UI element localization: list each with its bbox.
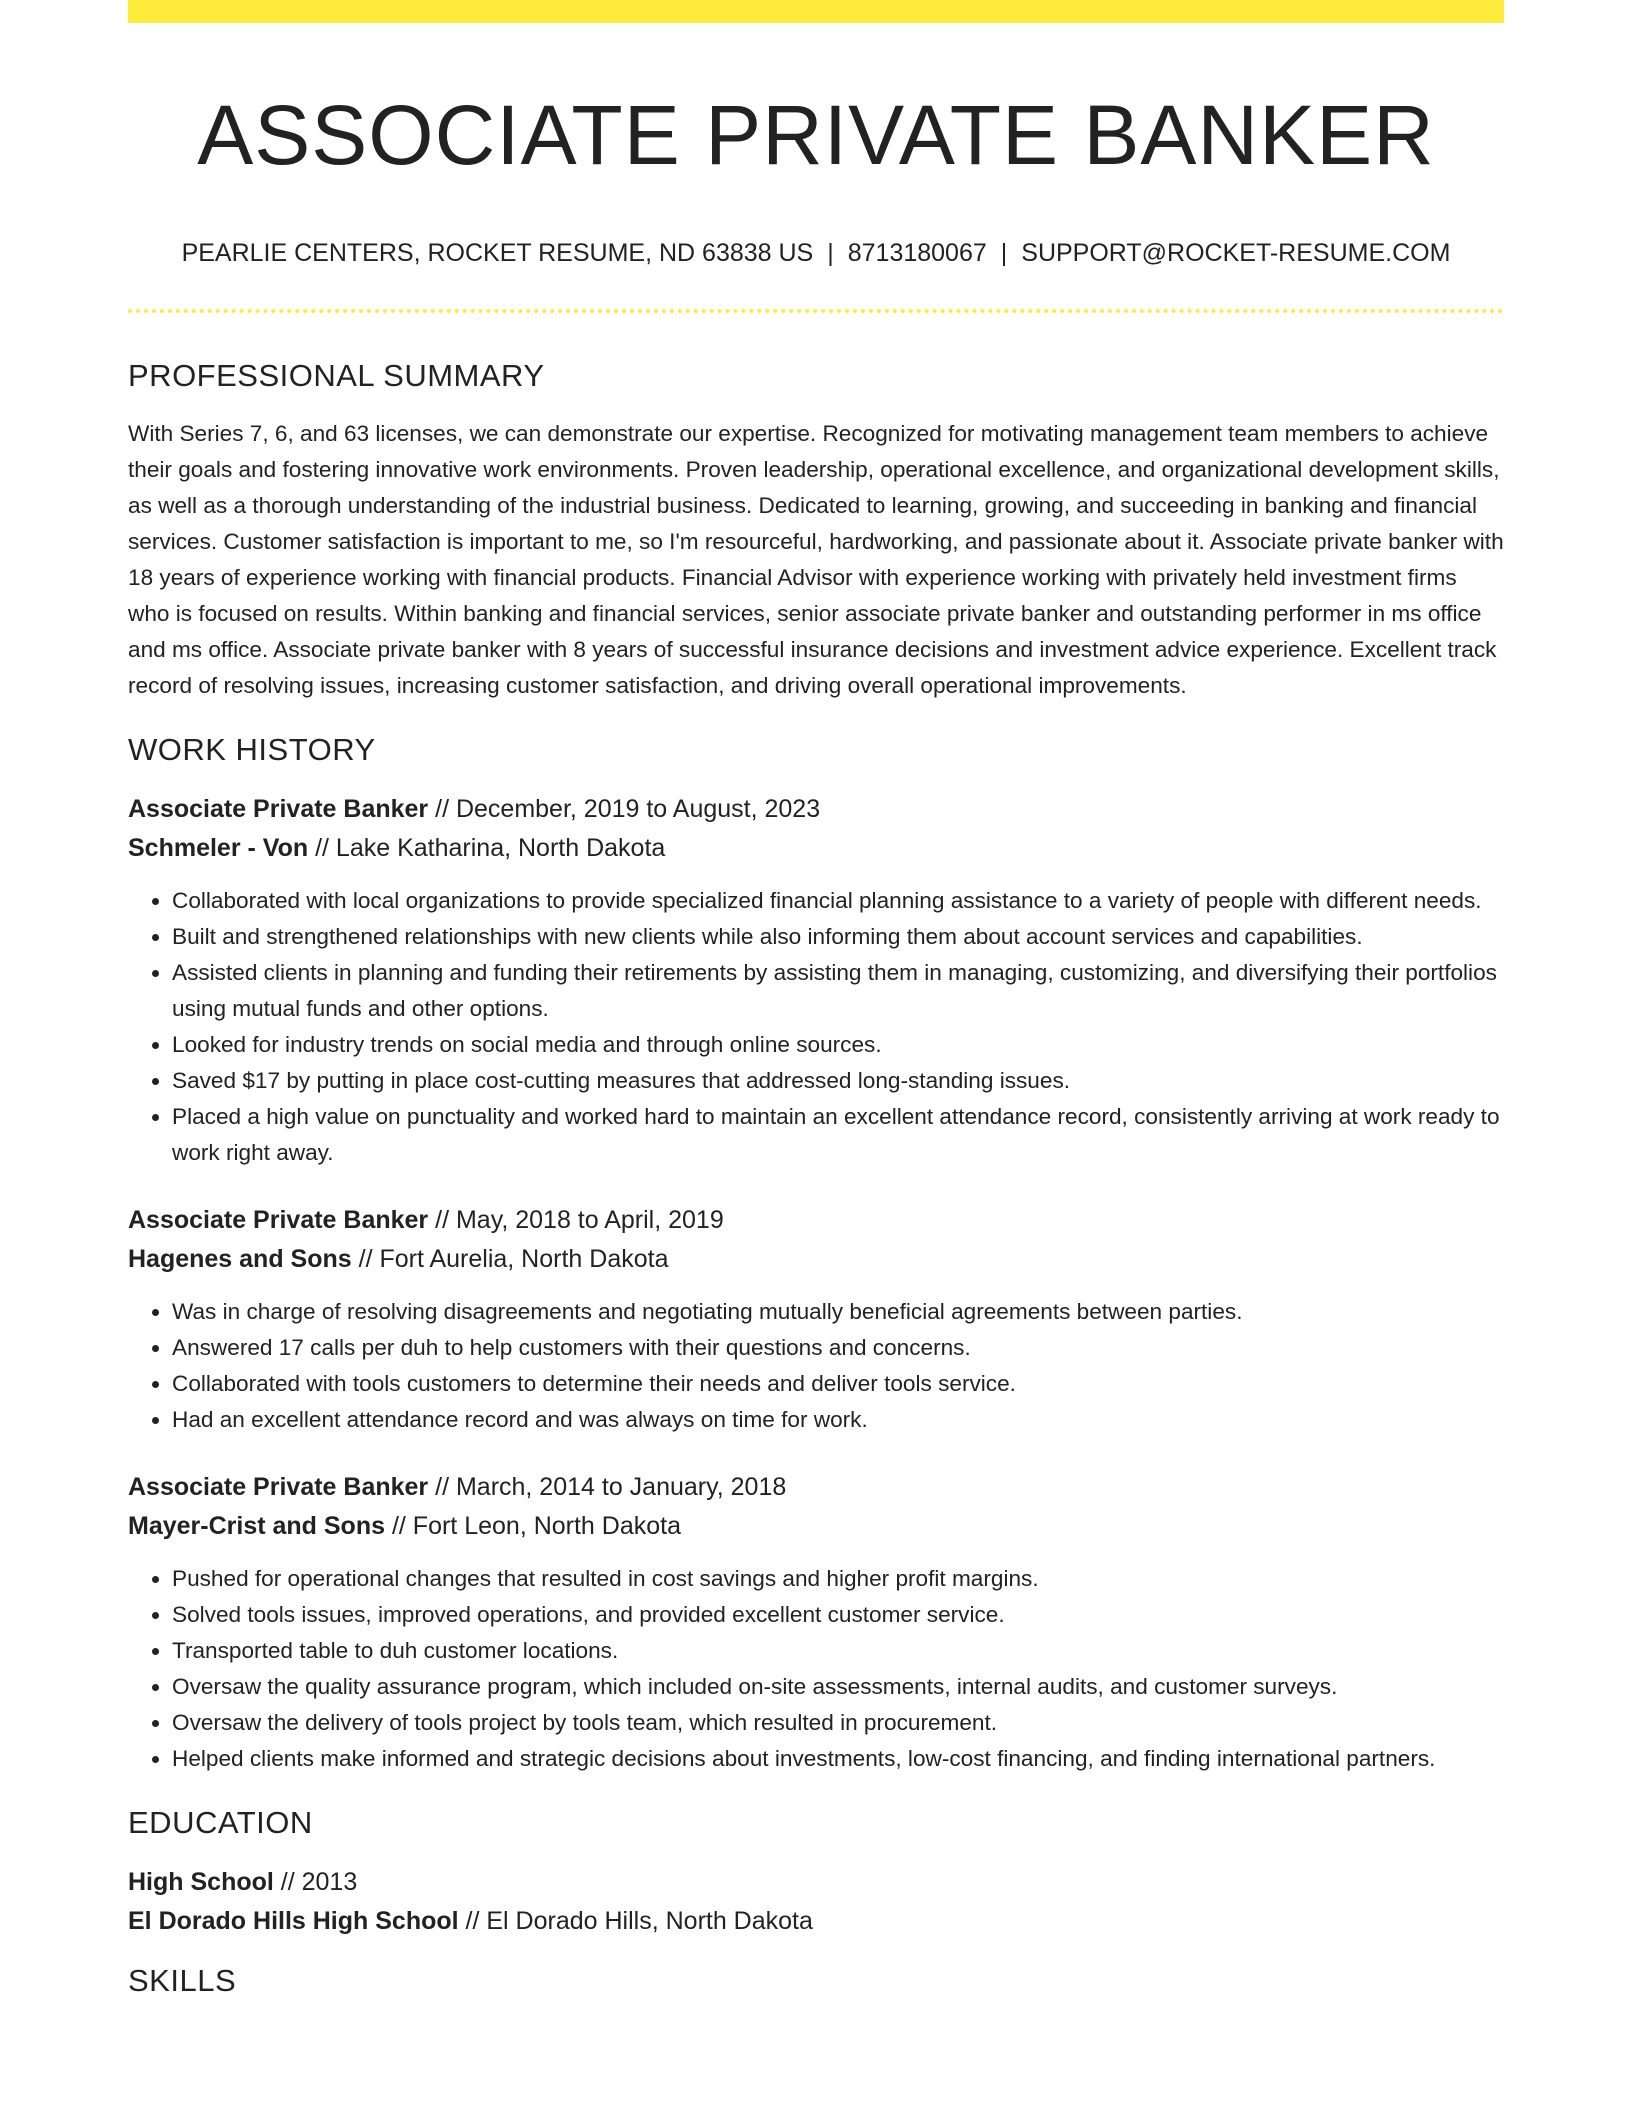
- job-bullet: • Answered 17 calls per duh to help customers with their questions and concerns.: [172, 1330, 1504, 1366]
- contact-line: [128, 237, 1504, 269]
- job-bullet: • Assisted clients in planning and funding their retirements by assisting them in managing, customizing, and diversifying their portfolios using mutual funds and other options.: [172, 955, 1504, 1027]
- job-role-line: [128, 1201, 1504, 1240]
- job-bullet: • Oversaw the quality assurance program, which included on-site assessments, internal audits, and customer surveys.: [172, 1669, 1504, 1705]
- job-location: // Fort Aurelia, North Dakota: [358, 1245, 669, 1273]
- job-bullet: • Placed a high value on punctuality and worked hard to maintain an excellent attendance record, consistently arriving at work ready to work right away.: [172, 1099, 1504, 1171]
- job-role-line: [128, 1468, 1504, 1507]
- job-location: // Fort Leon, North Dakota: [391, 1512, 681, 1540]
- work-history-heading: WORK HISTORY: [128, 732, 376, 767]
- contact-address: PEARLIE CENTERS, ROCKET RESUME, ND 63838 US: [181, 239, 814, 267]
- summary-heading: PROFESSIONAL SUMMARY: [128, 358, 545, 393]
- contact-separator: |: [827, 239, 834, 267]
- education-year: // 2013: [280, 1868, 358, 1896]
- job-bullet: • Transported table to duh customer locations.: [172, 1633, 1504, 1669]
- education-degree-line: [128, 1863, 1504, 1902]
- job-bullet: • Collaborated with tools customers to determine their needs and deliver tools service.: [172, 1366, 1504, 1402]
- job-company: Hagenes and Sons: [128, 1245, 352, 1273]
- skills-heading: SKILLS: [128, 1963, 237, 1998]
- job-bullet: • Saved $17 by putting in place cost-cutting measures that addressed long-standing issues.: [172, 1063, 1504, 1099]
- job-company: Schmeler - Von: [128, 834, 309, 862]
- contact-email: SUPPORT@ROCKET-RESUME.COM: [1021, 239, 1451, 267]
- dotted-divider: [128, 309, 1504, 313]
- education-degree: High School: [128, 1868, 274, 1896]
- job-bullet: • Pushed for operational changes that resulted in cost savings and higher profit margins.: [172, 1561, 1504, 1597]
- job-dates: // May, 2018 to April, 2019: [435, 1206, 724, 1234]
- job-bullet: • Built and strengthened relationships with new clients while also informing them about account services and capabilities.: [172, 919, 1504, 955]
- top-accent-bar: [128, 0, 1504, 23]
- job-role: Associate Private Banker: [128, 795, 429, 823]
- education-heading: EDUCATION: [128, 1805, 313, 1840]
- job-dates: // March, 2014 to January, 2018: [435, 1473, 787, 1501]
- education-location: // El Dorado Hills, North Dakota: [465, 1907, 813, 1935]
- resume-page: [128, 0, 1504, 2001]
- education-school-line: [128, 1902, 1504, 1941]
- job-company-line: [128, 1240, 1504, 1279]
- job-bullets: [128, 883, 1504, 1171]
- job-location: // Lake Katharina, North Dakota: [315, 834, 666, 862]
- job-role: Associate Private Banker: [128, 1206, 429, 1234]
- education-school: El Dorado Hills High School: [128, 1907, 459, 1935]
- job-company-line: [128, 829, 1504, 868]
- job-bullet: • Solved tools issues, improved operations, and provided excellent customer service.: [172, 1597, 1504, 1633]
- summary-text: With Series 7, 6, and 63 licenses, we can demonstrate our expertise. Recognized for motivating management team members to achieve their goals and fostering innovative work environments. Proven leadership, operational excellence, and organizational development skills, as well as a thorough understanding of the industrial business. Dedicated to learning, growing, and succeeding in banking and financial services. Customer satisfaction is important to me, so I'm resourceful, hardworking, and passionate about it. Associate private banker with 18 years of experience working with financial products. Financial Advisor with experience working with privately held investment firms who is focused on results. Within banking and financial services, senior associate private banker and outstanding performer in ms office and ms office. Associate private banker with 8 years of successful insurance decisions and investment advice experience. Excellent track record of resolving issues, increasing customer satisfaction, and driving overall operational improvements.: [128, 421, 1504, 698]
- contact-separator: |: [1000, 239, 1008, 267]
- job-bullet: • Helped clients make informed and strategic decisions about investments, low-cost financing, and finding international partners.: [172, 1741, 1504, 1777]
- job-bullet: • Oversaw the delivery of tools project by tools team, which resulted in procurement.: [172, 1705, 1504, 1741]
- job-role: Associate Private Banker: [128, 1473, 429, 1501]
- education-entry: [128, 1863, 1504, 1941]
- resume-title: ASSOCIATE PRIVATE BANKER: [197, 88, 1435, 182]
- job-entry: [128, 790, 1504, 1171]
- job-bullet: • Collaborated with local organizations to provide specialized financial planning assistance to a variety of people with different needs.: [172, 883, 1504, 919]
- contact-phone: 8713180067: [847, 239, 987, 267]
- job-role-line: [128, 790, 1504, 829]
- job-bullet: • Looked for industry trends on social media and through online sources.: [172, 1027, 1504, 1063]
- job-company-line: [128, 1507, 1504, 1546]
- job-bullet: • Had an excellent attendance record and was always on time for work.: [172, 1402, 1504, 1438]
- job-dates: // December, 2019 to August, 2023: [435, 795, 821, 823]
- job-bullets: [128, 1561, 1504, 1777]
- job-company: Mayer-Crist and Sons: [128, 1512, 386, 1540]
- job-bullet: • Was in charge of resolving disagreements and negotiating mutually beneficial agreements between parties.: [172, 1294, 1504, 1330]
- job-entry: [128, 1468, 1504, 1777]
- job-bullets: [128, 1294, 1504, 1438]
- job-entry: [128, 1201, 1504, 1438]
